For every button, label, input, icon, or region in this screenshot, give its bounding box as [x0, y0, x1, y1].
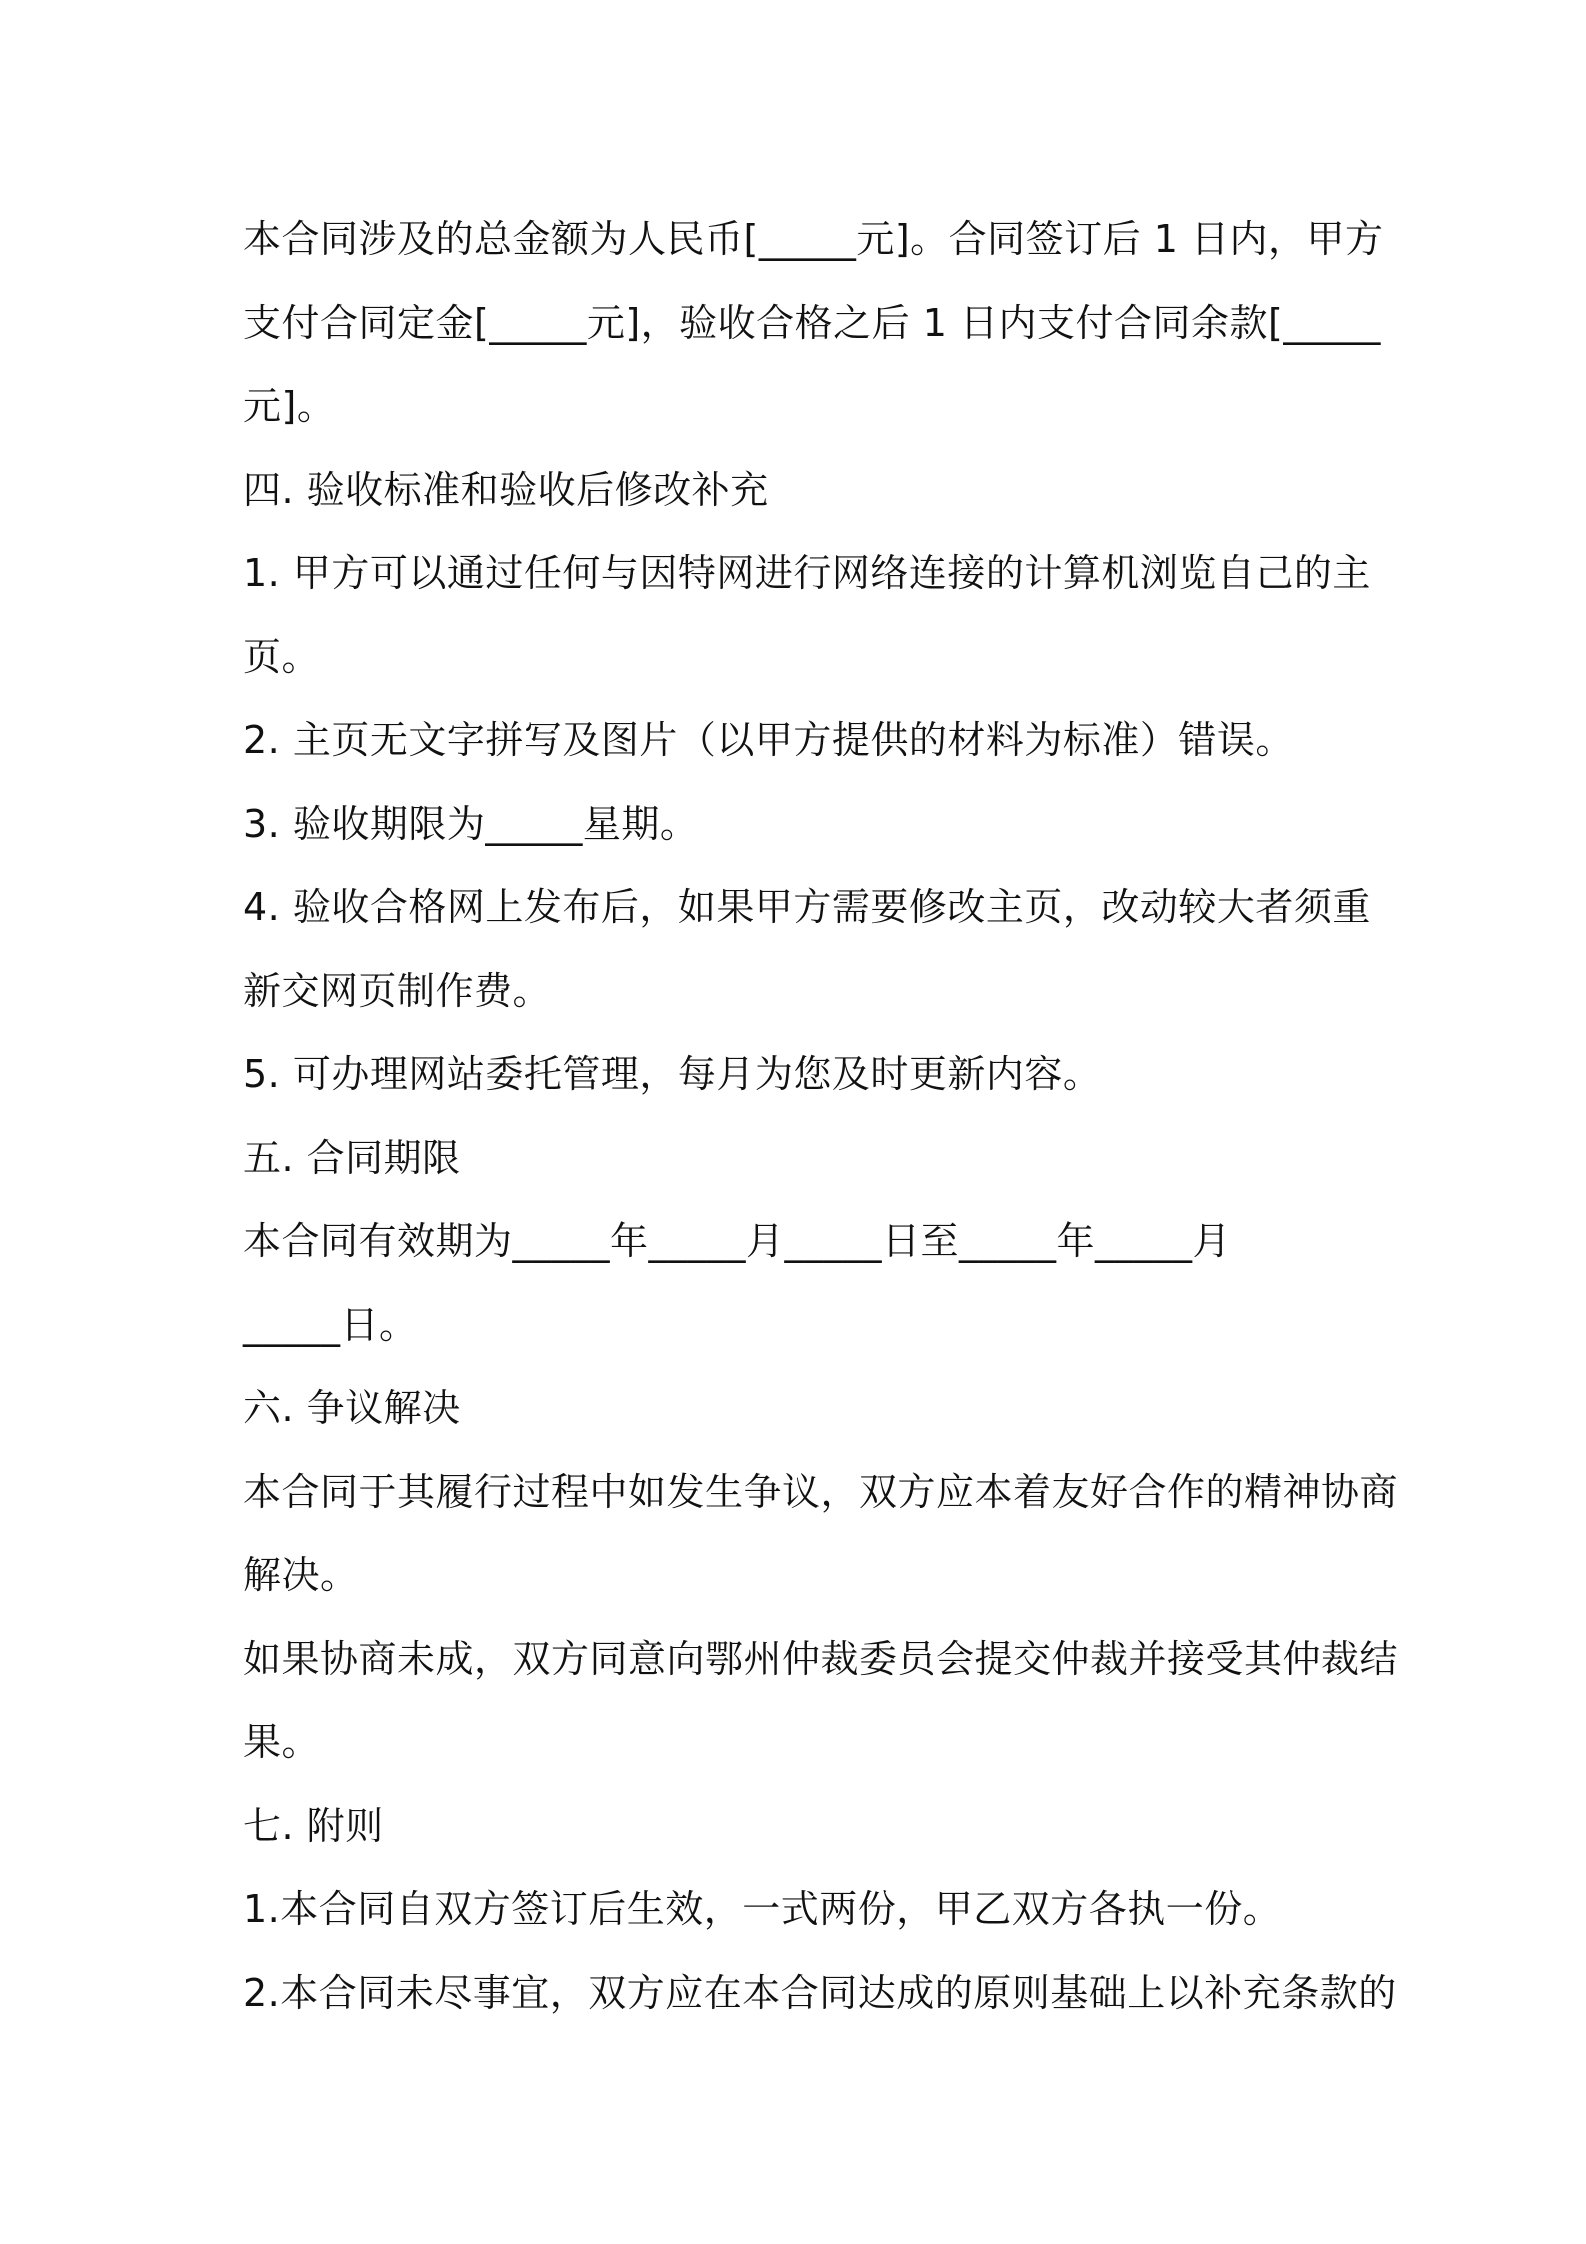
dispute-clause-2 [243, 1618, 1399, 1785]
text-line: 解决。 [243, 1553, 359, 1597]
section-4-item-3 [243, 783, 1353, 867]
text-line: _____日。 [243, 1302, 418, 1347]
appendix-item-2 [243, 1952, 1397, 2036]
section-5-heading [243, 1117, 1353, 1201]
text-line: 元]。 [243, 384, 336, 428]
payment-clause [243, 198, 1384, 449]
text-line: 页。 [243, 634, 321, 679]
text-line: 支付合同定金[_____元]，验收合格之后 1 日内支付合同余款[_____ [243, 300, 1381, 345]
section-4-item-2 [243, 699, 1353, 783]
section-6-heading [243, 1367, 1353, 1451]
text-line: 本合同于其履行过程中如发生争议，双方应本着友好合作的精神协商 [243, 1469, 1399, 1514]
text-line: 2. 主页无文字拼写及图片（以甲方提供的材料为标准）错误。 [243, 718, 1294, 762]
text-line: 果。 [243, 1720, 321, 1764]
section-4-heading [243, 449, 1353, 533]
term-clause [243, 1200, 1353, 1367]
document-body [243, 198, 1399, 2035]
text-line: 本合同有效期为_____年_____月_____日至_____年_____月 [243, 1219, 1232, 1263]
text-line: 4. 验收合格网上发布后，如果甲方需要修改主页，改动较大者须重 [243, 885, 1371, 929]
text-line: 1. 甲方可以通过任何与因特网进行网络连接的计算机浏览自己的主 [243, 551, 1371, 595]
section-heading-line: 六. 争议解决 [243, 1386, 461, 1430]
section-4-item-5 [243, 1033, 1353, 1117]
text-line: 1.本合同自双方签订后生效，一式两份，甲乙双方各执一份。 [243, 1887, 1282, 1931]
section-7-heading [243, 1785, 1353, 1869]
section-heading-line: 七. 附则 [243, 1803, 384, 1848]
section-heading-line: 四. 验收标准和验收后修改补充 [243, 467, 769, 512]
text-line: 3. 验收期限为_____星期。 [243, 801, 699, 846]
dispute-clause-1 [243, 1451, 1399, 1618]
text-line: 本合同涉及的总金额为人民币[_____元]。合同签订后 1 日内，甲方 [243, 217, 1384, 261]
appendix-item-1 [243, 1868, 1353, 1952]
text-line: 如果协商未成，双方同意向鄂州仲裁委员会提交仲裁并接受其仲裁结 [243, 1636, 1399, 1681]
text-line: 新交网页制作费。 [243, 968, 552, 1013]
text-line: 5. 可办理网站委托管理，每月为您及时更新内容。 [243, 1052, 1102, 1096]
section-4-item-4 [243, 866, 1371, 1033]
section-heading-line: 五. 合同期限 [243, 1135, 461, 1180]
section-4-item-1 [243, 532, 1371, 699]
text-line: 2.本合同未尽事宜，双方应在本合同达成的原则基础上以补充条款的 [243, 1970, 1397, 2015]
